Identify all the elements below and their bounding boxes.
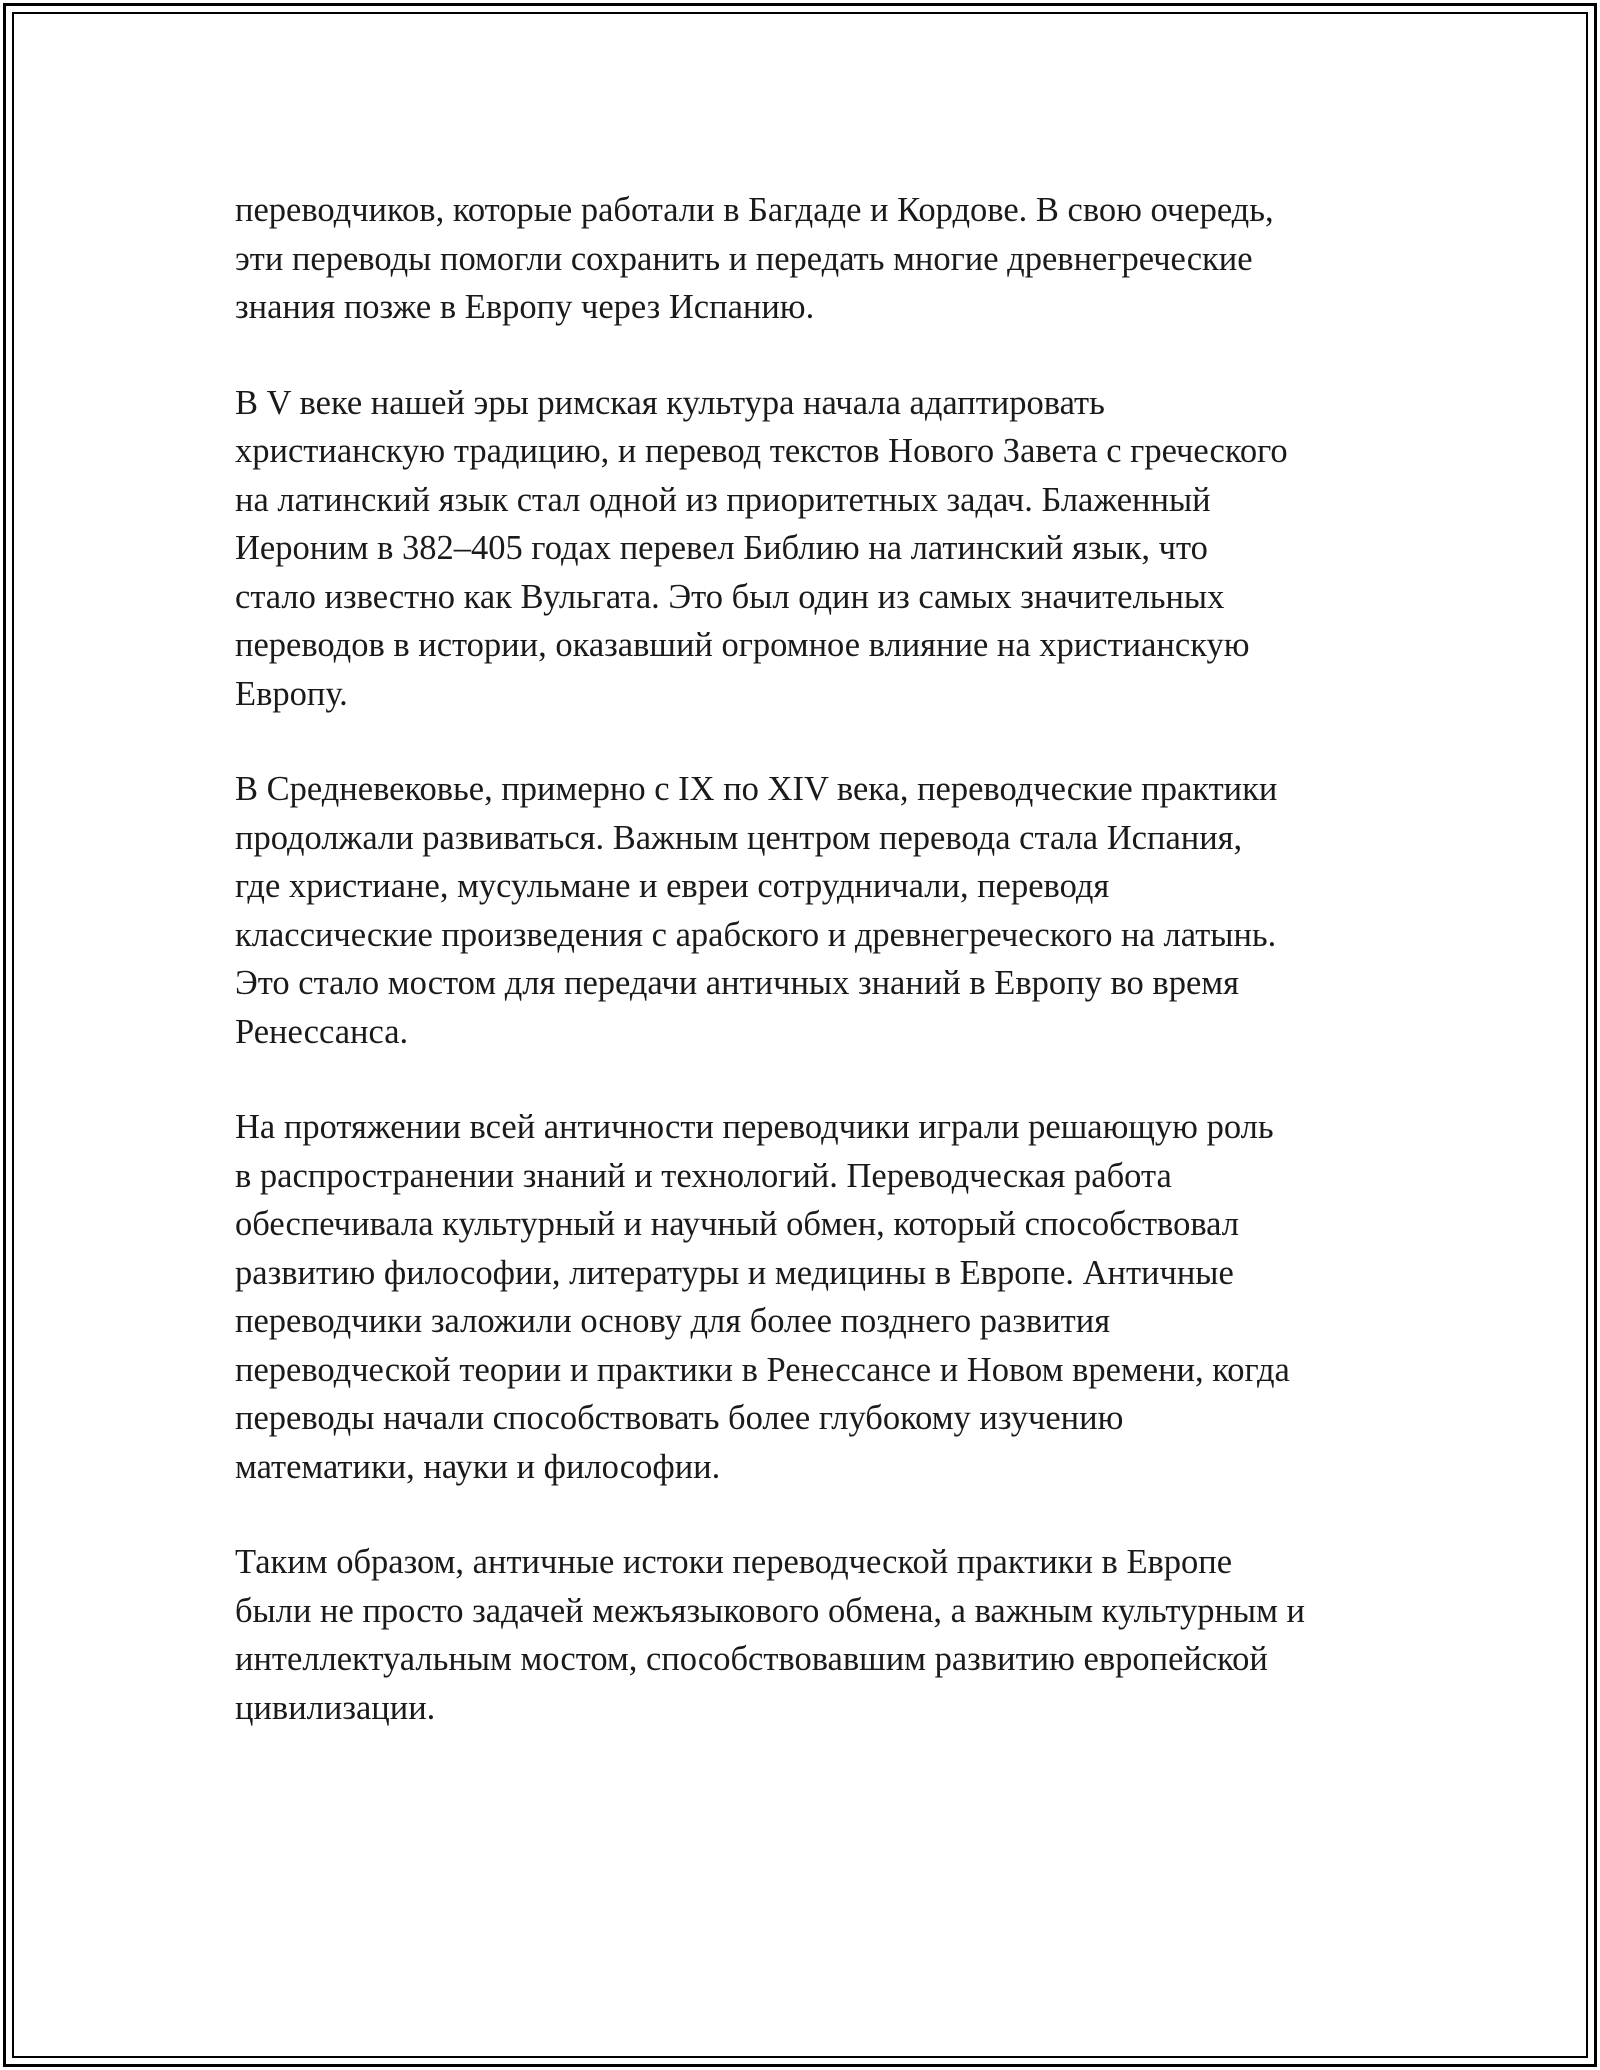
text-line: Иероним в 382–405 годах перевел Библию на латинский язык, что — [235, 529, 1208, 567]
text-line: классические произведения с арабского и древнегреческого на латынь. — [235, 915, 1277, 954]
paragraph — [235, 379, 1415, 719]
paragraph — [235, 1538, 1415, 1732]
text-line: обеспечивала культурный и научный обмен, который способствовал — [235, 1205, 1239, 1243]
text-line: эти переводы помогли сохранить и передать многие древнегреческие — [235, 239, 1253, 278]
text-line: В Средневековье, примерно с IX по XIV века, переводческие практики — [235, 770, 1278, 808]
text-line: цивилизации. — [235, 1688, 436, 1727]
text-line: В V веке нашей эры римская культура начала адаптировать — [235, 383, 1105, 422]
paragraph — [235, 186, 1415, 332]
text-line: стало известно как Вульгата. Это был один из самых значительных — [235, 577, 1225, 616]
text-line: На протяжении всей античности переводчики играли решающую роль — [235, 1108, 1274, 1146]
text-line: математики, науки и философии. — [235, 1447, 721, 1486]
text-line: знания позже в Европу через Испанию. — [235, 288, 815, 326]
text-line: на латинский язык стал одной из приоритетных задач. Блаженный — [235, 480, 1211, 519]
text-line: переводы начали способствовать более глубокому изучению — [235, 1399, 1124, 1437]
text-line: продолжали развиваться. Важным центром перевода стала Испания, — [235, 818, 1243, 857]
text-line: были не просто задачей межъязыкового обмена, а важным культурным и — [235, 1591, 1306, 1630]
text-line: переводческой теории и практики в Ренессансе и Новом времени, когда — [235, 1350, 1290, 1389]
text-line: в распространении знаний и технологий. Переводческая работа — [235, 1156, 1172, 1195]
text-line: Ренессанса. — [235, 1012, 409, 1051]
text-line: переводчики заложили основу для более позднего развития — [235, 1302, 1111, 1340]
text-line: развитию философии, литературы и медицины в Европе. Античные — [235, 1253, 1234, 1292]
text-line: Европу. — [235, 674, 348, 713]
document-body — [235, 186, 1415, 1779]
paragraph — [235, 1103, 1415, 1491]
text-line: переводчиков, которые работали в Багдаде и Кордове. В свою очередь, — [235, 191, 1274, 229]
text-line: интеллектуальным мостом, способствовавшим развитию европейской — [235, 1640, 1268, 1678]
text-line: где христиане, мусульмане и евреи сотрудничали, переводя — [235, 867, 1110, 905]
text-line: Таким образом, античные истоки переводческой практики в Европе — [235, 1543, 1233, 1581]
text-line: переводов в истории, оказавший огромное влияние на христианскую — [235, 626, 1250, 664]
text-line: Это стало мостом для передачи античных знаний в Европу во время — [235, 964, 1239, 1002]
text-line: христианскую традицию, и перевод текстов Нового Завета с греческого — [235, 432, 1288, 470]
paragraph — [235, 765, 1415, 1056]
